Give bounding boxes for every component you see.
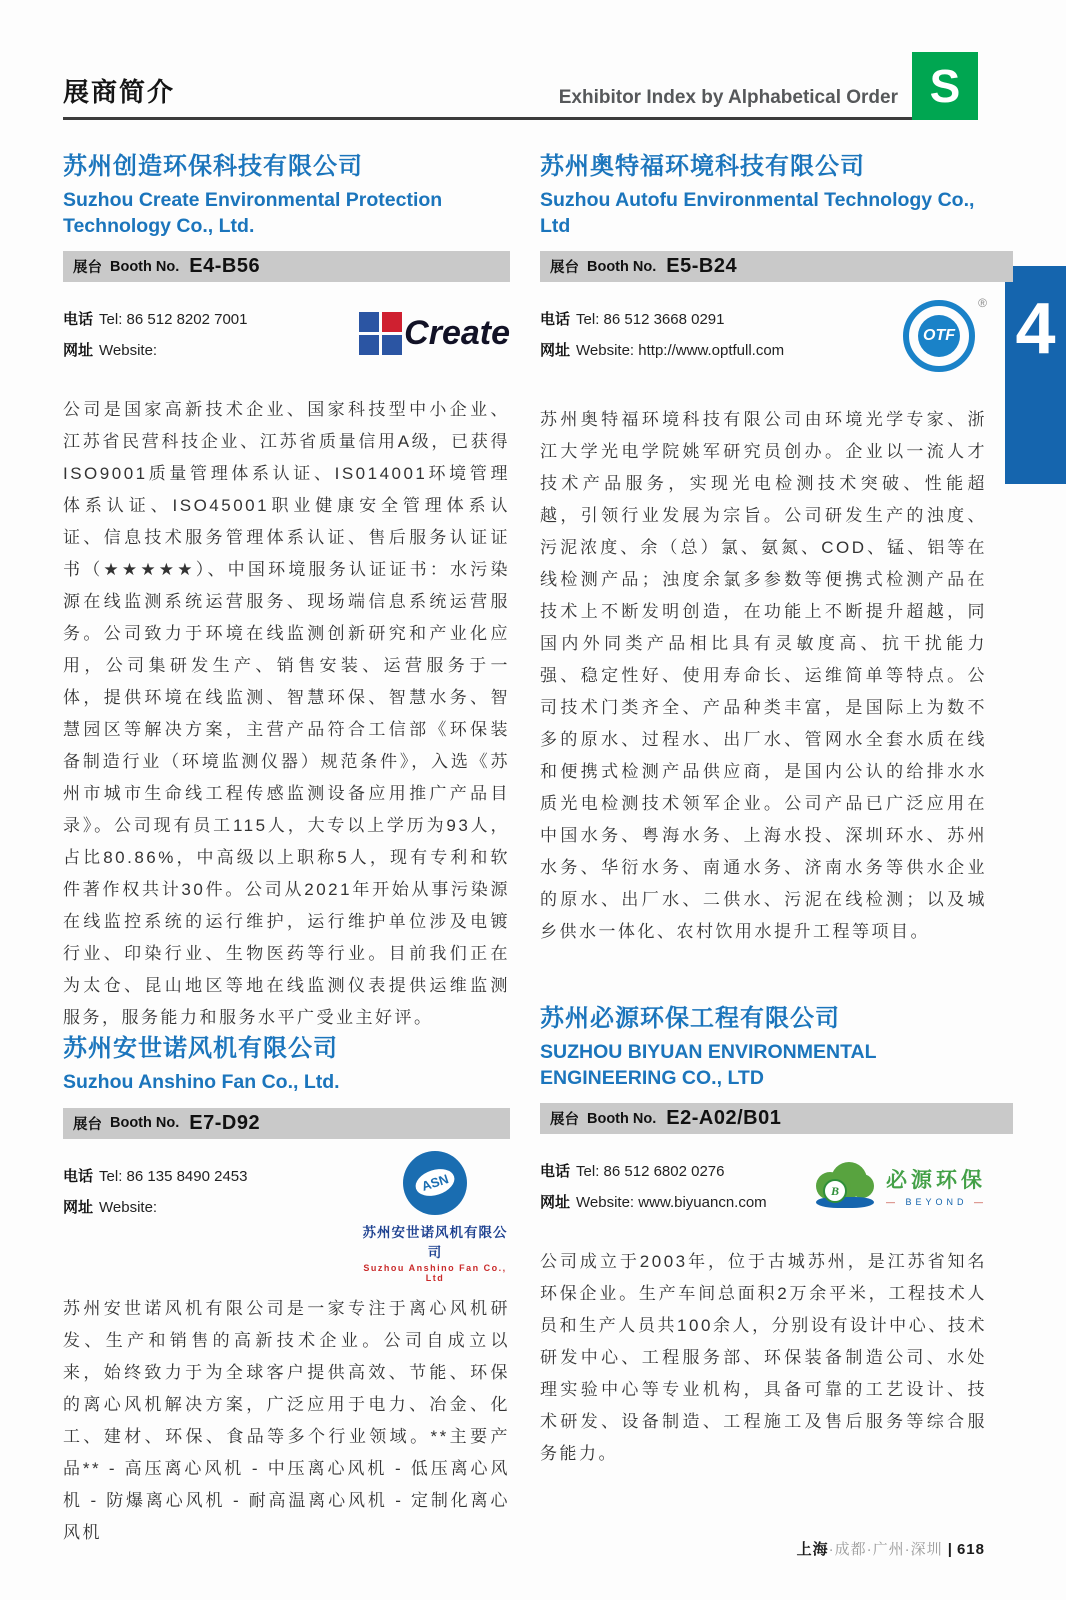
tel-prefix: Tel: <box>99 311 123 328</box>
booth-label-en: Booth No. <box>110 1115 180 1131</box>
tel-label-cn: 电话 <box>540 311 571 328</box>
tel-prefix: Tel: <box>576 311 600 328</box>
website-line <box>540 339 784 360</box>
tel-value: 86 512 3668 0291 <box>603 311 725 328</box>
contact-block <box>63 308 510 370</box>
exhibitor-card <box>63 1034 510 1549</box>
booth-bar <box>540 251 1013 282</box>
booth-number: E5-B24 <box>666 255 738 277</box>
otf-logo-ring-icon <box>903 300 975 372</box>
asn-logo-caption-en: Suzhou Anshino Fan Co., Ltd <box>363 1262 507 1283</box>
website-value: www.biyuancn.com <box>638 1194 767 1211</box>
page-header <box>63 52 912 120</box>
company-description: 苏州安世诺风机有限公司是一家专注于离心风机研发、生产和销售的高新技术企业。公司自成立以来，始终致力于为全球客户提供高效、节能、环保的离心风机解决方案，广泛应用于电力、冶金、化工、建材、环保、食品等多个行业领域。**主要产品** - 高压离心风机 - 中压离心风机 - 低压离心风机 - 防爆离心风机 - 耐高温离心风机 - 定制化离心风机 <box>63 1298 510 1542</box>
asn-logo-wordmark: ASN <box>412 1164 458 1200</box>
footer-page-number: 618 <box>956 1541 985 1558</box>
tel-prefix: Tel: <box>99 1167 123 1185</box>
website-prefix: Website: <box>99 1198 158 1216</box>
footer-separator: | <box>947 1541 953 1558</box>
company-description: 公司是国家高新技术企业、国家科技型中小企业、江苏省民营科技企业、江苏省质量信用A级，已获得ISO9001质量管理体系认证、IS014001环境管理体系认证、ISO45001职业健康安全管理体系认证、信息技术服务管理体系认证、售后服务认证证书（★★★★★）、中国环境服务认证证书：水污染源在线监测系统运营服务、现场端信息系统运营服务。公司致力于环境在线监测创新研究和产业化应用，公司集研发生产、销售安装、运营服务于一体，提供环境在线监测、智慧环保、智慧水务、智慧园区等解决方案，主营产品符合工信部《环保装备制造行业（环境监测仪器）规范条件》，入选《苏州市城市生命线工程传感监测设备应用推广产品目录》。公司现有员工115人，大专以上学历为93人，占比80.86%，中高级以上职称5人，现有专利和软件著作权共计30件。公司从2021年开始从事污染源在线监控系统的运行维护，运行维护单位涉及电镀行业、印染行业、生物医药等行业。目前我们正在为太仓、昆山地区等地在线监测仪表提供运维监测服务，服务能力和服务水平广受业主好评。 <box>63 400 510 1027</box>
company-name-cn: 苏州创造环保科技有限公司 <box>63 153 363 180</box>
contact-block <box>540 1160 987 1222</box>
website-prefix: Website: <box>99 342 158 359</box>
booth-label-en: Booth No. <box>587 1110 657 1127</box>
alphabet-letter-badge: S <box>912 52 978 120</box>
booth-number: E2-A02/B01 <box>666 1107 782 1129</box>
company-name-cn: 苏州必源环保工程有限公司 <box>540 1005 840 1032</box>
tel-label-cn: 电话 <box>540 1163 571 1180</box>
booth-label-cn: 展台 <box>73 260 102 276</box>
page-footer <box>797 1538 985 1559</box>
exhibitor-card <box>63 152 510 1034</box>
tel-prefix: Tel: <box>576 1163 600 1180</box>
tel-line <box>63 1165 247 1186</box>
create-logo-wordmark: Create <box>404 314 510 352</box>
company-description: 苏州奥特福环境科技有限公司由环境光学专家、浙江大学光电学院姚军研究员创办。企业以一流人才技术产品服务，实现光电检测技术突破、性能超越，引领行业发展为宗旨。公司研发生产的浊度、污泥浓度、余（总）氯、氨氮、COD、锰、铝等在线检测产品；浊度余氯多参数等便携式检测产品在技术上不断发明创造，在功能上不断提升超越，同国内外同类产品相比具有灵敏度高、抗干扰能力强、稳定性好、使用寿命长、运维简单等特点。公司技术门类齐全、产品种类丰富，是国际上为数不多的原水、过程水、出厂水、管网水全套水质在线和便携式检测产品供应商，是国内公认的给排水水质光电检测技术领军企业。公司产品已广泛应用在中国水务、粤海水务、上海水投、深圳环水、苏州水务、华衍水务、南通水务、济南水务等供水企业的原水、出厂水、二供水、污泥在线检测；以及城乡供水一体化、农村饮用水提升工程等项目。 <box>540 410 987 941</box>
asn-logo-swirl-icon <box>403 1151 467 1215</box>
contact-block <box>540 296 987 380</box>
website-label-cn: 网址 <box>540 342 571 359</box>
company-name-en: Suzhou Autofu Environmental Technology Co., Ltd <box>540 189 975 237</box>
tel-value: 86 135 8490 2453 <box>126 1167 248 1185</box>
tel-value: 86 512 6802 0276 <box>603 1163 725 1180</box>
booth-number: E7-D92 <box>189 1111 261 1134</box>
page-title: 展商简介 <box>63 77 176 107</box>
booth-number: E4-B56 <box>189 255 261 277</box>
contact-block <box>63 1165 510 1283</box>
website-prefix: Website: <box>576 1194 635 1211</box>
tel-line <box>63 308 247 329</box>
company-description: 公司成立于2003年，位于古城苏州，是江苏省知名环保企业。生产车间总面积2万余平米，工程技术人员和生产人员共100余人，分别设有设计中心、技术研发中心、工程服务部、环保装备制造公司、水处理实验中心等专业机构，具备可靠的工艺设计、技术研发、设备制造、工程施工及售后服务等综合服务能力。 <box>540 1252 987 1463</box>
biyuan-logo <box>816 1162 987 1208</box>
tel-label-cn: 电话 <box>63 311 94 328</box>
tel-line <box>540 1160 767 1181</box>
create-logo <box>359 312 510 355</box>
biyuan-logo-letter: B <box>823 1179 847 1203</box>
biyuan-logo-wordmark-en: — BEYOND — <box>886 1197 987 1207</box>
company-name-en: SUZHOU BIYUAN ENVIRONMENTAL ENGINEERING CO., LTD <box>540 1041 877 1089</box>
booth-bar <box>63 251 510 282</box>
asn-logo-caption-cn: 苏州安世诺风机有限公司 <box>362 1224 508 1260</box>
footer-cities: ·成都·广州·深圳 <box>828 1541 943 1558</box>
tel-line <box>540 308 784 329</box>
website-line <box>63 339 247 360</box>
company-name-cn: 苏州奥特福环境科技有限公司 <box>540 153 865 180</box>
booth-label-cn: 展台 <box>550 260 579 276</box>
otf-logo <box>903 296 987 380</box>
booth-label-cn: 展台 <box>73 1116 102 1133</box>
company-name-cn: 苏州安世诺风机有限公司 <box>63 1035 338 1062</box>
website-line <box>540 1191 767 1212</box>
company-name-en: Suzhou Create Environmental Protection Technology Co., Ltd. <box>63 189 443 237</box>
booth-bar <box>63 1108 510 1139</box>
booth-bar <box>540 1103 1013 1134</box>
booth-label-cn: 展台 <box>550 1112 579 1128</box>
exhibitor-card <box>540 152 987 948</box>
asn-logo <box>360 1151 510 1283</box>
company-name-en: Suzhou Anshino Fan Co., Ltd. <box>63 1071 340 1093</box>
booth-label-en: Booth No. <box>587 258 657 275</box>
website-label-cn: 网址 <box>63 1198 94 1216</box>
page-subtitle: Exhibitor Index by Alphabetical Order <box>558 87 898 108</box>
exhibitor-card <box>540 1004 987 1470</box>
website-line <box>63 1196 247 1217</box>
biyuan-cloud-wave-icon <box>816 1162 874 1208</box>
tel-value: 86 512 8202 7001 <box>126 311 248 328</box>
website-prefix: Website: <box>576 342 635 359</box>
website-value: http://www.optfull.com <box>638 342 785 359</box>
section-number-tab: 4 <box>1005 266 1066 484</box>
otf-logo-wordmark: OTF <box>918 315 960 357</box>
booth-label-en: Booth No. <box>110 258 180 275</box>
website-label-cn: 网址 <box>540 1194 571 1211</box>
create-logo-squares-icon <box>359 312 402 355</box>
registered-trademark-icon: ® <box>978 296 987 310</box>
website-label-cn: 网址 <box>63 342 94 359</box>
biyuan-logo-wordmark-cn: 必源环保 <box>885 1168 986 1192</box>
tel-label-cn: 电话 <box>63 1167 94 1185</box>
footer-city-primary: 上海 <box>796 1541 829 1558</box>
